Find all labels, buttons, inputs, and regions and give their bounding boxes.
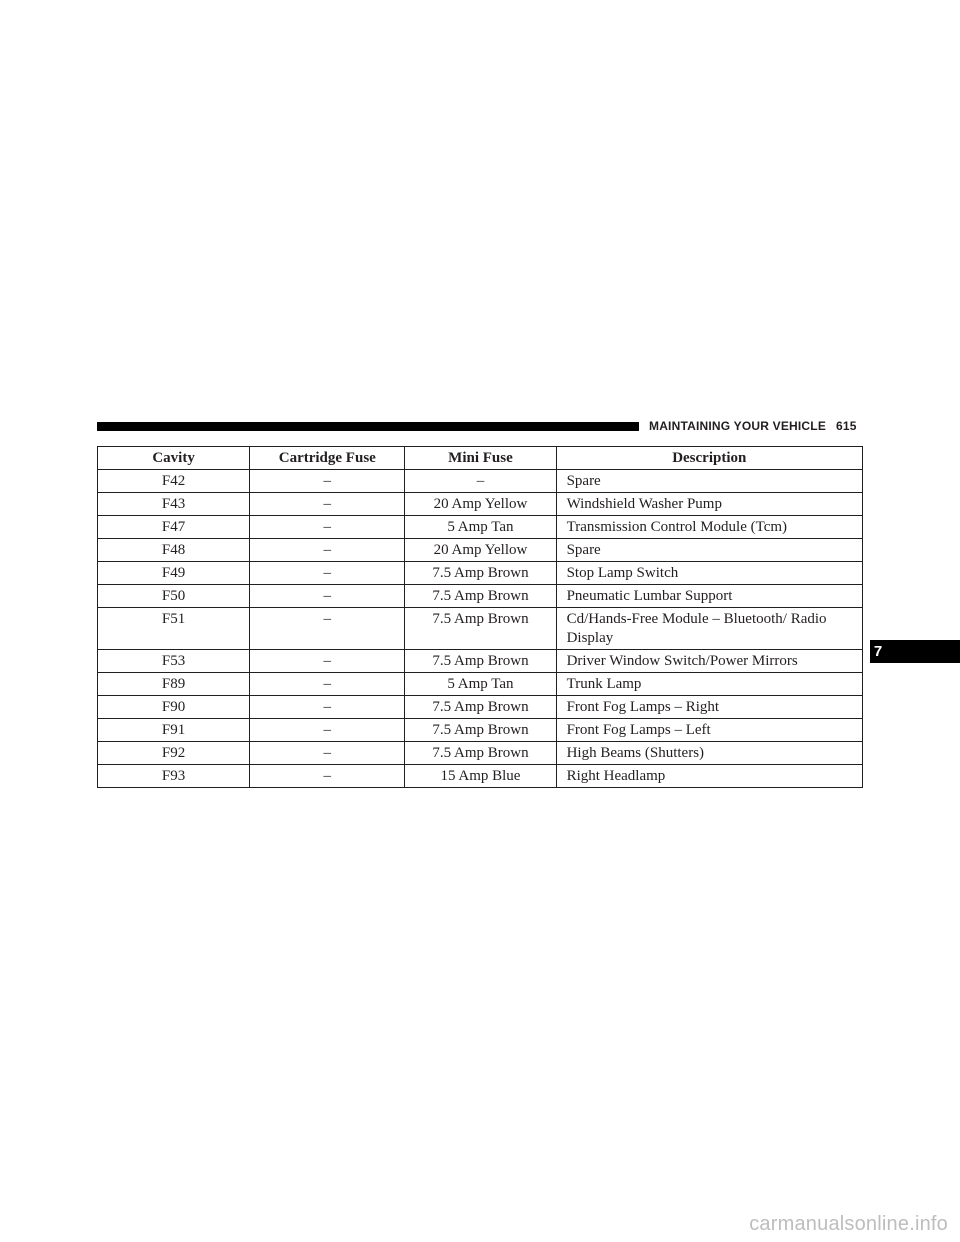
- table-row: [98, 585, 863, 608]
- description-cell: Front Fog Lamps – Right: [556, 696, 862, 719]
- mini-fuse-cell: 7.5 Amp Brown: [405, 585, 556, 608]
- description-cell: Transmission Control Module (Tcm): [556, 516, 862, 539]
- cavity-cell: F89: [98, 673, 250, 696]
- mini-fuse-cell: 15 Amp Blue: [405, 765, 556, 788]
- cartridge-fuse-cell: –: [250, 470, 405, 493]
- description-cell: High Beams (Shutters): [556, 742, 862, 765]
- mini-fuse-cell: 7.5 Amp Brown: [405, 719, 556, 742]
- column-header-cartridge-fuse: Cartridge Fuse: [250, 447, 405, 470]
- running-header: [649, 418, 857, 435]
- mini-fuse-cell: –: [405, 470, 556, 493]
- description-cell: Front Fog Lamps – Left: [556, 719, 862, 742]
- cavity-cell: F49: [98, 562, 250, 585]
- cartridge-fuse-cell: –: [250, 742, 405, 765]
- cartridge-fuse-cell: –: [250, 719, 405, 742]
- cavity-cell: F93: [98, 765, 250, 788]
- table-row: [98, 673, 863, 696]
- cartridge-fuse-cell: –: [250, 696, 405, 719]
- mini-fuse-cell: 7.5 Amp Brown: [405, 696, 556, 719]
- mini-fuse-cell: 20 Amp Yellow: [405, 539, 556, 562]
- cartridge-fuse-cell: –: [250, 562, 405, 585]
- description-cell: Cd/Hands-Free Module – Bluetooth/ Radio Display: [556, 608, 862, 650]
- column-header-cavity: Cavity: [98, 447, 250, 470]
- description-cell: Windshield Washer Pump: [556, 493, 862, 516]
- mini-fuse-cell: 5 Amp Tan: [405, 673, 556, 696]
- watermark: carmanualsonline.info: [749, 1213, 948, 1235]
- cartridge-fuse-cell: –: [250, 608, 405, 650]
- cavity-cell: F91: [98, 719, 250, 742]
- chapter-tab: [870, 640, 960, 663]
- cartridge-fuse-cell: –: [250, 650, 405, 673]
- mini-fuse-cell: 7.5 Amp Brown: [405, 650, 556, 673]
- mini-fuse-cell: 7.5 Amp Brown: [405, 608, 556, 650]
- table-row: [98, 650, 863, 673]
- fuse-table: [97, 446, 863, 788]
- mini-fuse-cell: 20 Amp Yellow: [405, 493, 556, 516]
- table-row: [98, 719, 863, 742]
- cavity-cell: F47: [98, 516, 250, 539]
- column-header-description: Description: [556, 447, 862, 470]
- table-row: [98, 742, 863, 765]
- table-row: [98, 539, 863, 562]
- header-rule: [97, 422, 639, 431]
- description-cell: Driver Window Switch/Power Mirrors: [556, 650, 862, 673]
- chapter-number: 7: [873, 643, 883, 660]
- cartridge-fuse-cell: –: [250, 516, 405, 539]
- cartridge-fuse-cell: –: [250, 673, 405, 696]
- cavity-cell: F92: [98, 742, 250, 765]
- cartridge-fuse-cell: –: [250, 493, 405, 516]
- description-cell: Trunk Lamp: [556, 673, 862, 696]
- description-cell: Stop Lamp Switch: [556, 562, 862, 585]
- description-cell: Right Headlamp: [556, 765, 862, 788]
- cavity-cell: F42: [98, 470, 250, 493]
- mini-fuse-cell: 7.5 Amp Brown: [405, 562, 556, 585]
- mini-fuse-cell: 5 Amp Tan: [405, 516, 556, 539]
- table-row: [98, 562, 863, 585]
- table-header-row: [98, 447, 863, 470]
- page-number: 615: [836, 419, 857, 433]
- cavity-cell: F50: [98, 585, 250, 608]
- cavity-cell: F51: [98, 608, 250, 650]
- table-row: [98, 696, 863, 719]
- description-cell: Spare: [556, 539, 862, 562]
- cartridge-fuse-cell: –: [250, 585, 405, 608]
- mini-fuse-cell: 7.5 Amp Brown: [405, 742, 556, 765]
- cavity-cell: F43: [98, 493, 250, 516]
- cavity-cell: F90: [98, 696, 250, 719]
- table-row: [98, 493, 863, 516]
- section-title: MAINTAINING YOUR VEHICLE: [649, 419, 827, 433]
- cavity-cell: F48: [98, 539, 250, 562]
- description-cell: Spare: [556, 470, 862, 493]
- column-header-mini-fuse: Mini Fuse: [405, 447, 556, 470]
- description-cell: Pneumatic Lumbar Support: [556, 585, 862, 608]
- cartridge-fuse-cell: –: [250, 539, 405, 562]
- cartridge-fuse-cell: –: [250, 765, 405, 788]
- table-row: [98, 765, 863, 788]
- cavity-cell: F53: [98, 650, 250, 673]
- table-row: [98, 608, 863, 650]
- table-row: [98, 516, 863, 539]
- table-row: [98, 470, 863, 493]
